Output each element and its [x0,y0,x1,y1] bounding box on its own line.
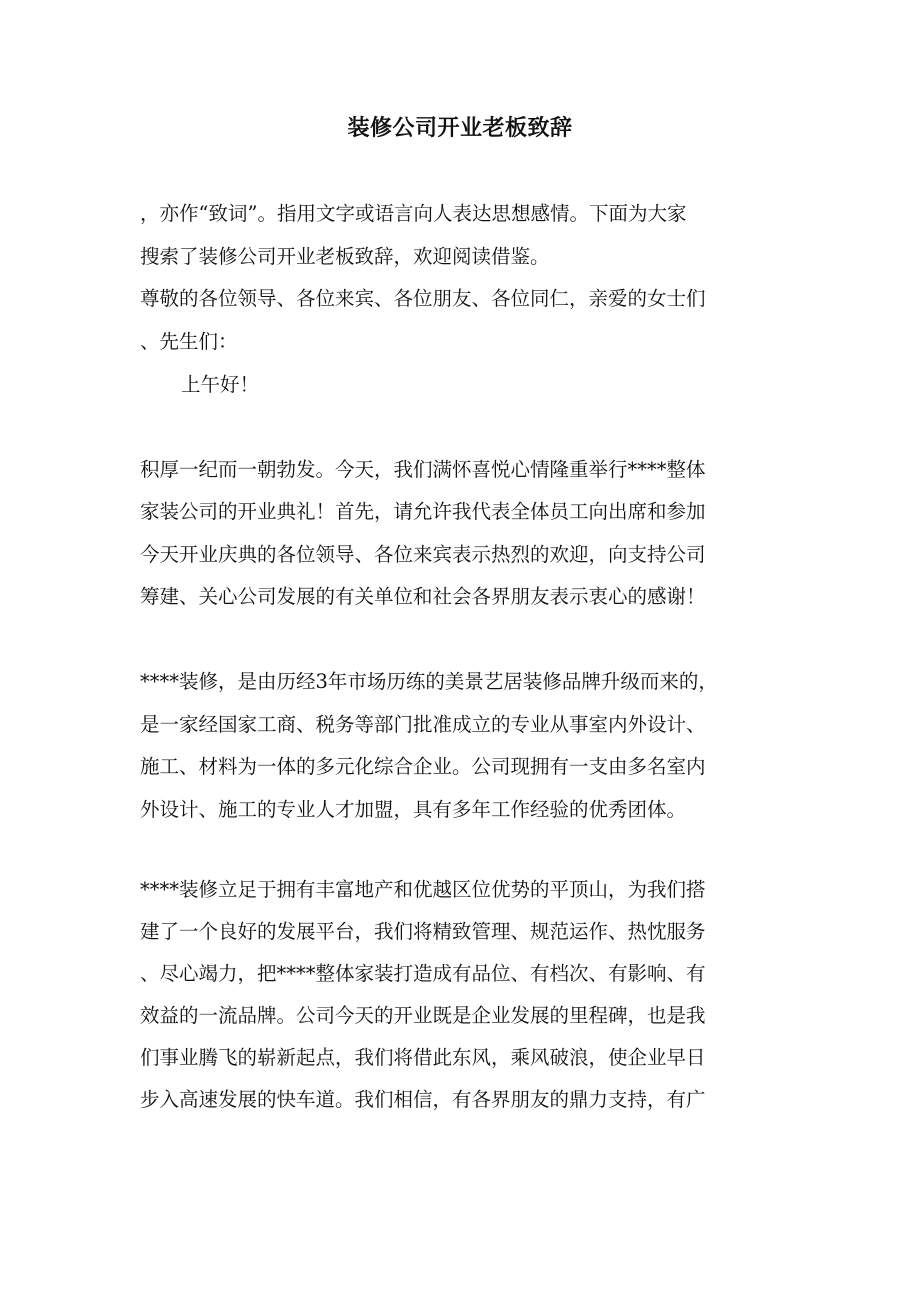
paragraph1-line-1: 积厚一纪而一朝勃发。今天，我们满怀喜悦心情隆重举行****整体 [140,458,706,481]
paragraph3-line-1: ****装修立足于拥有丰富地产和优越区位优势的平顶山，为我们搭 [140,878,706,901]
paragraph3-line-6: 步入高速发展的快车道。我们相信，有各界朋友的鼎力支持，有广 [140,1088,706,1111]
salutation-line-1: 尊敬的各位领导、各位来宾、各位朋友、各位同仁，亲爱的女士们 [140,287,706,310]
paragraph3-line-3: 、尽心竭力，把****整体家装打造成有品位、有档次、有影响、有 [140,962,706,985]
greeting-line: 上午好！ [181,373,260,396]
paragraph1-line-2: 家装公司的开业典礼！首先，请允许我代表全体员工向出席和参加 [140,500,706,523]
paragraph3-line-2: 建了一个良好的发展平台，我们将精致管理、规范运作、热忱服务 [140,920,706,943]
paragraph1-line-4: 筹建、关心公司发展的有关单位和社会各界朋友表示衷心的感谢！ [140,585,706,608]
document-title: 装修公司开业老板致辞 [347,115,573,141]
paragraph2-line-1: ****装修，是由历经3年市场历练的美景艺居装修品牌升级而来的， [140,670,718,693]
paragraph1-line-3: 今天开业庆典的各位领导、各位来宾表示热烈的欢迎，向支持公司 [140,543,706,566]
paragraph2-line-3: 施工、材料为一体的多元化综合企业。公司现拥有一支由多名室内 [140,755,706,778]
paragraph3-line-4: 效益的一流品牌。公司今天的开业既是企业发展的里程碑，也是我 [140,1004,706,1027]
salutation-line-2: 、先生们： [140,330,238,353]
paragraph2-line-4: 外设计、施工的专业人才加盟，具有多年工作经验的优秀团体。 [140,798,687,821]
intro-line-1: ，亦作“致词”。指用文字或语言向人表达思想感情。下面为大家 [140,202,687,225]
intro-line-2: 搜索了装修公司开业老板致辞，欢迎阅读借鉴。 [140,245,550,268]
paragraph2-line-2: 是一家经国家工商、税务等部门批准成立的专业从事室内外设计、 [140,713,706,736]
paragraph3-line-5: 们事业腾飞的崭新起点，我们将借此东风，乘风破浪，使企业早日 [140,1046,706,1069]
